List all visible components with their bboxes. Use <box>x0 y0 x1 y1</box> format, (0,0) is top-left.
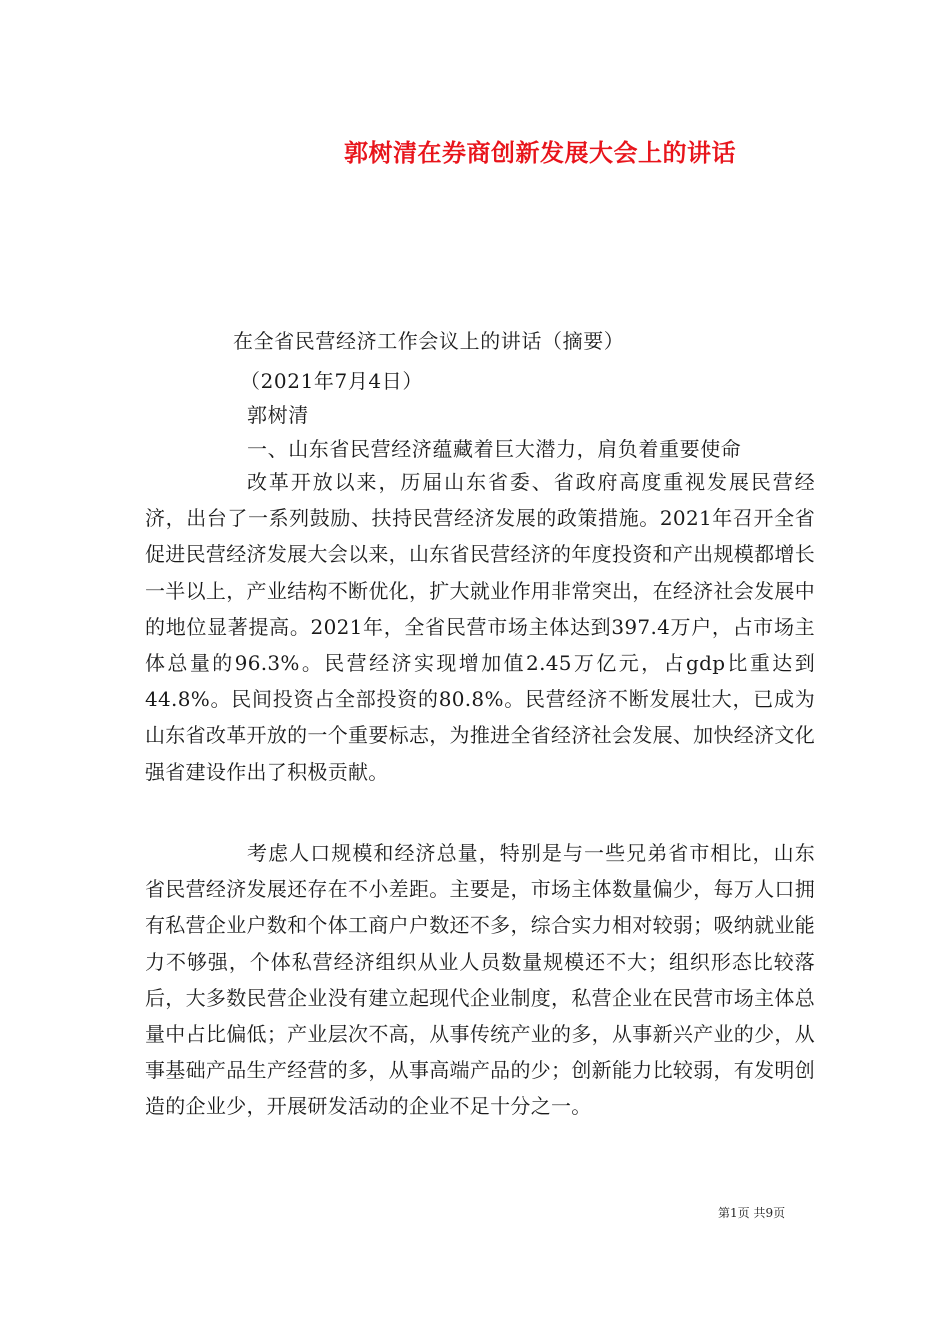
body-paragraph-2: 考虑人口规模和经济总量，特别是与一些兄弟省市相比，山东省民营经济发展还存在不小差距。主要是，市场主体数量偏少，每万人口拥有私营企业户数和个体工商户户数还不多，综合实力相对较弱；吸纳就业能力不够强，个体私营经济组织从业人员数量规模还不大；组织形态比较落后，大多数民营企业没有建立起现代企业制度，私营企业在民营市场主体总量中占比偏低；产业层次不高，从事传统产业的多，从事新兴产业的少，从事基础产品生产经营的多，从事高端产品的少；创新能力比较弱，有发明创造的企业少，开展研发活动的企业不足十分之一。 <box>145 841 815 1119</box>
document-title: 郭树清在券商创新发展大会上的讲话 <box>344 138 736 167</box>
speech-subtitle: 在全省民营经济工作会议上的讲话（摘要） <box>233 329 625 353</box>
section-heading: 一、山东省民营经济蕴藏着巨大潜力，肩负着重要使命 <box>247 437 742 461</box>
body-paragraph-1: 改革开放以来，历届山东省委、省政府高度重视发展民营经济，出台了一系列鼓励、扶持民营经济发展的政策措施。2021年召开全省促进民营经济发展大会以来，山东省民营经济的年度投资和产出规模都增长一半以上，产业结构不断优化，扩大就业作用非常突出，在经济社会发展中的地位显著提高。2021年，全省民营市场主体达到397.4万户，占市场主体总量的96.3%。民营经济实现增加值2.45万亿元，占gdp比重达到44.8%。民间投资占全部投资的80.8%。民营经济不断发展壮大，已成为山东省改革开放的一个重要标志，为推进全省经济社会发展、加快经济文化强省建设作出了积极贡献。 <box>145 470 815 784</box>
speech-author: 郭树清 <box>247 403 309 427</box>
speech-date: （2021年7月4日） <box>240 369 423 393</box>
page-number: 第1页 共9页 <box>718 1206 786 1220</box>
